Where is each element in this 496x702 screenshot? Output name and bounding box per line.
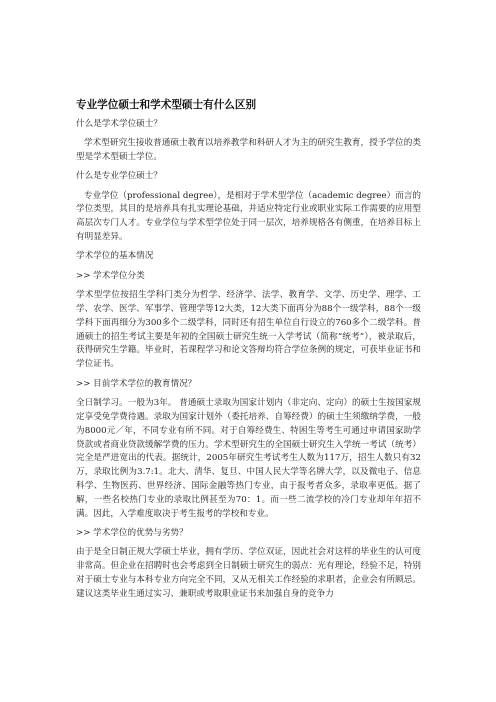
paragraph-classification: 学术型学位按招生学科门类分为哲学、经济学、法学、教育学、文学、历史学、理学、工学、农学、医学、军事学、管理学等12大类，12大类下面再分为88个一级学科，88个一级学科下面再细分为300多个二级学科，同时还有招生单位自行设立的760多个二级学科。普通硕士的招生考试主要是年初的全国硕士研究生统一入学考试（简称“统考”），被录取后，获得研究生学籍。毕业时，若课程学习和论文答辩均符合学位条例的规定，可获毕业证书和学位证书。 — [76, 289, 421, 370]
section-heading-pros-cons: >> 学术学位的优势与劣势？ — [76, 528, 188, 539]
paragraph-education: 全日制学习。一般为3年。 普通硕士录取为国家计划内（非定向、定向）的硕士生按国家规定享受免学费待遇。录取为国家计划外（委托培养、自筹经费）的硕士生须缴纳学费，一般为8000元／年，不同专业有所不同。对于自筹经费生、特困生等考生可通过申请国家助学贷款或者商业贷款缓解学费的压力。学术型研究生的全国硕士研究生入学统一考试（统考）完全是严进宽出的代表。据统计，2005年研究生考试考生人数为117万，招生人数只有32万，录取比例为3.7:1。北大、清华、复旦、中国人民大学等名牌大学，以及微电子、信息科学、生物医药、世界经济、国际金融等热门专业，由于报考者众多，录取率更低。据了解，一些名校热门专业的录取比例甚至为70：1。而一些二流学校的冷门专业却年年招不满。因此，入学难度取决于考生报考的学校和专业。 — [76, 397, 421, 520]
paragraph-what-is-professional: 什么是专业学位硕士？ — [76, 171, 162, 182]
document-page — [76, 98, 421, 607]
document-title: 专业学位硕士和学术型硕士有什么区别 — [76, 99, 257, 111]
paragraph-professional-definition: 专业学位（professional degree），是相对于学术型学位（academic degree）而言的学位类型，其目的是培养具有扎实理论基础，并适应特定行业或职业实际工作需要的应用型高层次专门人才。专业学位与学术型学位处于同一层次，培养规格各有侧重，在培养目标上有明显差异。 — [76, 190, 421, 243]
paragraph-pros-cons: 由于是全日制正规大学硕士毕业，拥有学历、学位双证，因此社会对这样的毕业生的认可度非常高。但企业在招聘时也会考虑到全日制硕士研究生的弱点：光有理论，经验不足，特别对于硕士专业与本科专业方向完全不同，又从无相关工作经验的求职者，企业会有所顾忌。建议这类毕业生通过实习、兼职或考取职业证书来加强自身的竞争力 — [76, 547, 421, 600]
section-heading-classification: >> 学术学位分类 — [76, 270, 145, 281]
paragraph-academic-definition: 学术型研究生接收普通硕士教育以培养教学和科研人才为主的研究生教育，授予学位的类型是学术型硕士学位。 — [76, 138, 421, 163]
paragraph-academic-basics: 学术学位的基本情况 — [76, 251, 154, 262]
section-heading-education: >> 目前学术学位的教育情况？ — [76, 378, 197, 389]
paragraph-what-is-academic: 什么是学术学位硕士？ — [76, 119, 162, 129]
